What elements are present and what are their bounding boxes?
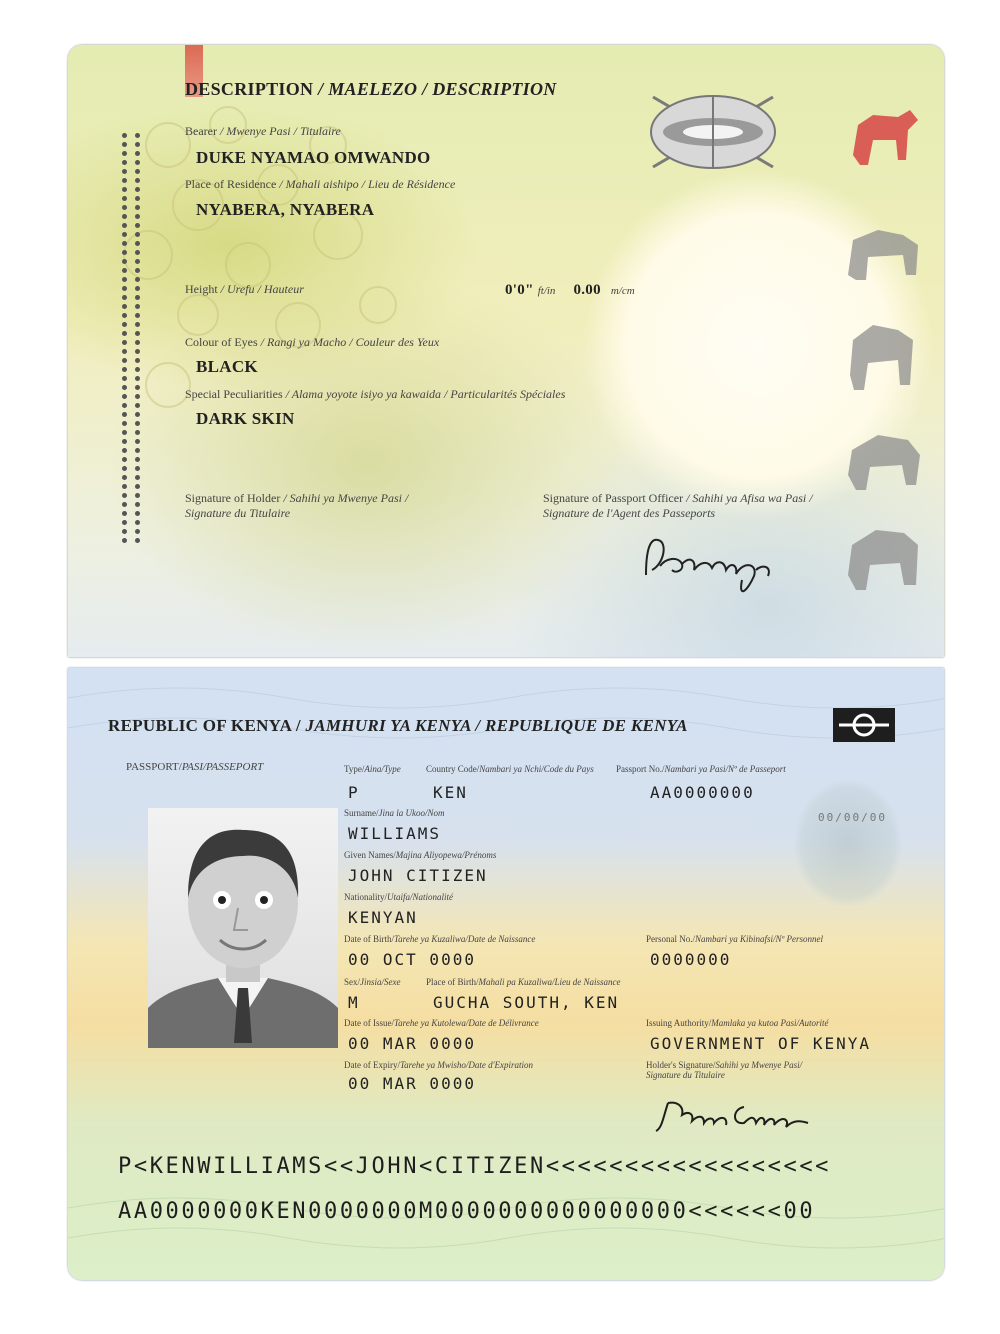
mrz-line-2: AA0000000KEN0000000M0000000000000000<<<<<<00 [118, 1199, 816, 1224]
perforation-row [118, 332, 162, 341]
perforation-row [118, 341, 162, 350]
pob-value: GUCHA SOUTH, KEN [433, 993, 620, 1012]
holder-signature [648, 1093, 818, 1138]
perforation-row [118, 134, 162, 143]
pob-label: Place of Birth/Mahali pa Kuzaliwa/Lieu de Naissance [426, 977, 621, 987]
type-label: Type/Aina/Type [344, 764, 401, 774]
doe-label: Date of Expiry/Tarehe ya Mwisho/Date d'Expiration [344, 1060, 533, 1070]
holder-signature-label: Signature of Holder / Sahihi ya Mwenye Pasi / Signature du Titulaire [185, 491, 409, 520]
perforation-row [118, 494, 162, 503]
perforation-row [118, 404, 162, 413]
height-m-value: 0.00 [573, 282, 601, 298]
perforation-row [118, 314, 162, 323]
perforation-row [118, 188, 162, 197]
shield-spears-icon [643, 87, 783, 177]
dob-label: Date of Birth/Tarehe ya Kuzaliwa/Date de Naissance [344, 934, 536, 944]
officer-signature-label: Signature of Passport Officer / Sahihi ya Afisa wa Pasi / Signature de l'Agent des Passeports [543, 491, 813, 520]
ghost-image [793, 778, 903, 908]
perforation-row [118, 125, 162, 134]
perforation-row [118, 521, 162, 530]
surname-label: Surname/Jina la Ukoo/Nom [344, 808, 445, 818]
eyes-value: BLACK [196, 357, 258, 376]
perforation-row [118, 215, 162, 224]
passport-title: PASSPORT/PASI/PASSEPORT [126, 761, 264, 773]
perforation-row [118, 512, 162, 521]
perforation-row [118, 350, 162, 359]
perforation-row [118, 251, 162, 260]
sex-value: M [348, 993, 360, 1012]
residence-value: NYABERA, NYABERA [196, 200, 375, 219]
perforation-row [118, 485, 162, 494]
perforation-row [118, 197, 162, 206]
perforation-row [118, 323, 162, 332]
bearer-label: Bearer / Mwenye Pasi / Titulaire [185, 124, 341, 138]
country-code-label: Country Code/Nambari ya Nchi/Code du Pays [426, 764, 594, 774]
perforation-row [118, 440, 162, 449]
authority-value: GOVERNMENT OF KENYA [650, 1034, 872, 1053]
portrait-image [148, 808, 338, 1048]
perforation-row [118, 170, 162, 179]
big-five-animal-icons [838, 85, 928, 605]
perforation-row [118, 458, 162, 467]
perforation-row [118, 476, 162, 485]
perforation-row [118, 143, 162, 152]
perforation-row [118, 530, 162, 539]
perforation-row [118, 287, 162, 296]
special-label: Special Peculiarities / Alama yoyote isiyo ya kawaida / Particularités Spéciales [185, 387, 566, 401]
passport-no-label: Passport No./Nambari ya Pasi/Nº de Passeport [616, 764, 786, 774]
perforation-row [118, 467, 162, 476]
perforation-row [118, 179, 162, 188]
residence-label: Place of Residence / Mahali aishipo / Lieu de Résidence [185, 177, 456, 191]
nationality-value: KENYAN [348, 908, 418, 927]
country-heading: REPUBLIC OF KENYA / JAMHURI YA KENYA / REPUBLIQUE DE KENYA [108, 716, 688, 735]
description-page [68, 45, 944, 657]
perforation-row [118, 224, 162, 233]
authority-label: Issuing Authority/Mamlaka ya kutoa Pasi/Autorité [646, 1018, 829, 1028]
eyes-label: Colour of Eyes / Rangi ya Macho / Couleur des Yeux [185, 335, 440, 349]
perforation-row [118, 260, 162, 269]
country-code-value: KEN [433, 783, 468, 802]
passport-no-value: AA0000000 [650, 783, 755, 802]
height-m-unit: m/cm [610, 285, 635, 297]
perforation-row [118, 503, 162, 512]
doi-value: 00 MAR 0000 [348, 1034, 476, 1053]
perforation-row [118, 449, 162, 458]
given-names-label: Given Names/Majina Aliyopewa/Prénoms [344, 850, 497, 860]
bearer-value: DUKE NYAMAO OMWANDO [196, 148, 431, 167]
sex-label: Sex/Jinsia/Sexe [344, 977, 401, 987]
holder-photo [148, 808, 338, 1048]
surname-value: WILLIAMS [348, 824, 442, 843]
perforation-row [118, 206, 162, 215]
perforation-row [118, 296, 162, 305]
perforation-row [118, 278, 162, 287]
perforation-row [118, 152, 162, 161]
perforation-row [118, 242, 162, 251]
perforation-row [118, 161, 162, 170]
data-page [68, 668, 944, 1280]
perforation-row [118, 305, 162, 314]
given-names-value: JOHN CITIZEN [348, 866, 488, 885]
height-ft-unit: ft/in [537, 285, 556, 297]
perforation-dots [118, 125, 162, 539]
officer-signature [638, 530, 788, 605]
mrz-line-1: P<KENWILLIAMS<<JOHN<CITIZEN<<<<<<<<<<<<<<<<<< [118, 1154, 832, 1179]
perforation-row [118, 233, 162, 242]
doe-value: 00 MAR 0000 [348, 1074, 476, 1093]
perforation-row [118, 368, 162, 377]
nationality-label: Nationality/Utaifa/Nationalité [344, 892, 454, 902]
perforation-row [118, 395, 162, 404]
type-value: P [348, 783, 360, 802]
height-label: Height / Urefu / Hauteur [185, 282, 304, 296]
perforation-row [118, 413, 162, 422]
perforation-row [118, 431, 162, 440]
special-value: DARK SKIN [196, 409, 295, 428]
perforation-row [118, 386, 162, 395]
ghost-date: 00/00/00 [818, 811, 887, 824]
personal-no-value: 0000000 [650, 950, 732, 969]
perforation-row [118, 377, 162, 386]
holder-signature-label: Holder's Signature/Sahihi ya Mwenye Pasi/ Signature du Titulaire [646, 1060, 803, 1080]
doi-label: Date of Issue/Tarehe ya Kutolewa/Date de Délivrance [344, 1018, 539, 1028]
perforation-row [118, 422, 162, 431]
height-ft-value: 0'0" [505, 282, 534, 298]
e-passport-chip-icon [833, 708, 895, 742]
personal-no-label: Personal No./Nambari ya Kibinafsi/Nº Personnel [646, 934, 824, 944]
description-heading: DESCRIPTION / MAELEZO / DESCRIPTION [185, 79, 557, 99]
dob-value: 00 OCT 0000 [348, 950, 476, 969]
perforation-row [118, 269, 162, 278]
height-value [505, 281, 635, 299]
perforation-row [118, 359, 162, 368]
